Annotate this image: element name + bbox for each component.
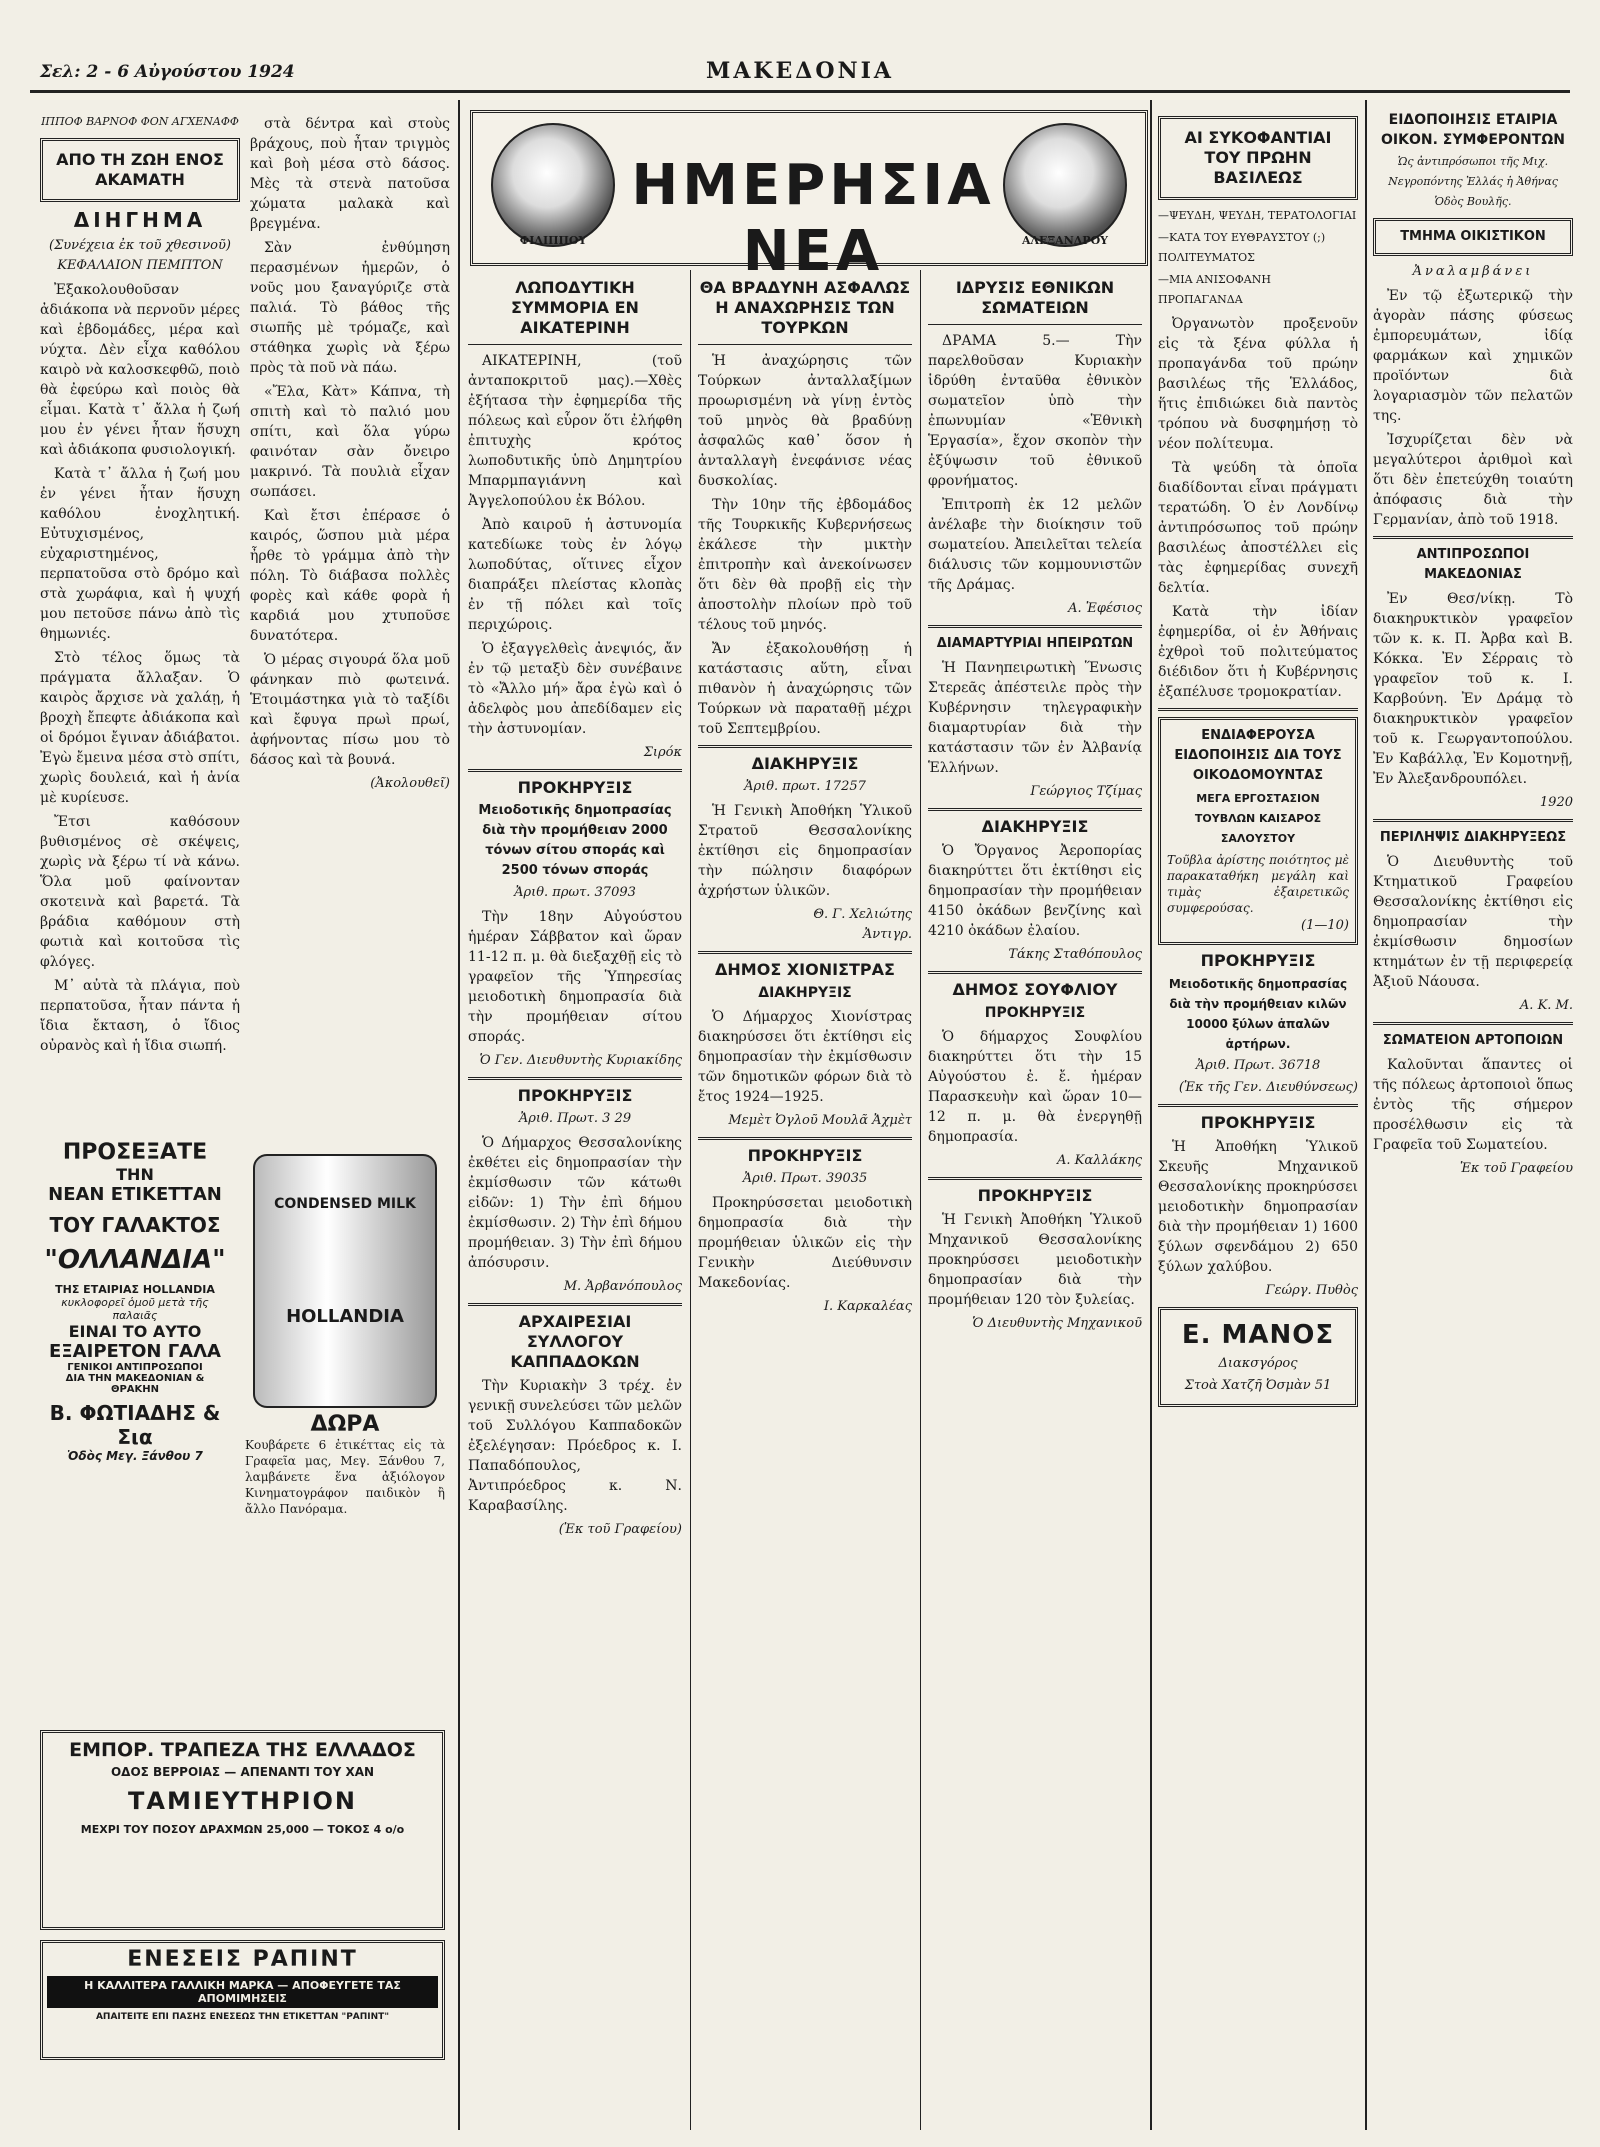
divider xyxy=(1373,536,1573,539)
rapid-title: ΕΝΕΣΕΙΣ ΡΑΠΙΝΤ xyxy=(127,1947,358,1972)
article-paragraph: Ἡ ἀναχώρησις τῶν Τούρκων ἀνταλλαξίμων προωρισμένη νὰ γίνῃ ἐντὸς τοῦ μηνὸς θὰ βραδύνῃ ἀσφαλῶς καθ᾽ ὅσον ἡ ἀνταλλαγὴ ἐνεφάνισε νέας δυσκολίας. xyxy=(698,353,912,489)
divider xyxy=(1373,819,1573,822)
divider xyxy=(1158,708,1358,711)
article-signature: Σιρόκ xyxy=(643,745,682,760)
notice-text: Ἡ Γενικὴ Ἀποθήκη Ὑλικοῦ Στρατοῦ Θεσσαλονίκης ἐκτίθησι εἰς δημοπρασίαν τὴν πώλησιν διαφόρων ἀχρήστων ὑλικῶν. xyxy=(698,803,912,899)
article-signature: Γεώργιος Τζίμας xyxy=(1030,784,1142,799)
notice-subtitle: Ὡς ἀντιπρόσωποι τῆς Μιχ. Νεγροπόντης Ἑλλάς ἡ Ἀθήνας Ὁδὸς Βουλῆς. xyxy=(1388,155,1558,208)
col-rule xyxy=(690,270,691,2130)
notice-signature: Μεμὲτ Ὀγλοῦ Μουλᾶ Ἀχμὲτ xyxy=(728,1113,912,1128)
article-paragraph: ΑΙΚΑΤΕΡΙΝΗ, (τοῦ ἀνταποκριτοῦ μας).—Χθὲς ἐξήτασα τὴν ἐφημερίδα τῆς πόλεως καὶ εὗρον ὅτι ἐλήφθη ἐπιτυχὴς κρότος λωποδυτικῆς ὑπὸ Δημητρίου Μπαρμπαγιάννη καὶ Ἀγγελοπούλου ἐκ Βόλου. xyxy=(468,353,682,509)
divider xyxy=(698,951,912,954)
notice-title: ΑΝΤΙΠΡΟΣΩΠΟΙ ΜΑΚΕΔΟΝΙΑΣ xyxy=(1416,547,1530,582)
article-subhead: —ΜΙΑ ΑΝΙΣΟΦΑΝΗ ΠΡΟΠΑΓΑΝΔΑ xyxy=(1158,273,1271,306)
ad-line: ΕΙΝΑΙ ΤΟ ΑΥΤΟ xyxy=(68,1322,202,1341)
notice-subtitle: Μειοδοτικῆς δημοπρασίας διὰ τὴν προμήθειαν κιλῶν 10000 ξύλων ἀπαλῶν ἀρτήρων. xyxy=(1168,977,1348,1051)
divider xyxy=(928,324,1142,325)
coin-left-label: ΦΙΛΙΠΠΟΥ xyxy=(519,234,587,247)
coin-right-label: ΑΛΕΞΑΝΔΡΟΥ xyxy=(1021,234,1109,247)
news-column-5 xyxy=(928,275,1142,2135)
article-paragraph: Ἡ Πανηπειρωτικὴ Ἕνωσις Στερεᾶς ἀπέστειλε πρὸς τὴν Κυβέρνησιν τηλεγραφικὴν διαμαρτυρίαν διὰ τὴν κατάστασιν τῶν ἐν Ἀλβανίᾳ Ἑλλήνων. xyxy=(928,660,1142,776)
coin-left-image xyxy=(491,123,615,247)
divider xyxy=(928,971,1142,974)
brick-ad-title: ΕΝΔΙΑΦΕΡΟΥΣΑ ΕΙΔΟΠΟΙΗΣΙΣ ΔΙΑ ΤΟΥΣ ΟΙΚΟΔΟΜΟΥΝΤΑΣ xyxy=(1174,728,1342,783)
divider xyxy=(1158,1104,1358,1107)
divider xyxy=(468,1077,682,1080)
brick-ad-sub: ΜΕΓΑ ΕΡΓΟΣΤΑΣΙΟΝ ΤΟΥΒΛΩΝ ΚΑΙΣΑΡΟΣ ΣΑΛΟΥΣΤΟΥ xyxy=(1194,792,1322,845)
bank-terms: ΜΕΧΡΙ ΤΟΥ ΠΟΣΟΥ ΔΡΑΧΜΩΝ 25,000 — ΤΟΚΟΣ 4 ο/ο xyxy=(80,1823,405,1836)
story-kicker: ΙΠΠΟΦ ΒΑΡΝΟΦ ΦΟΝ ΑΓΧΕΝΑΦΦ xyxy=(41,115,239,128)
notice-title: ΠΡΟΚΗΡΥΞΙΣ xyxy=(1200,1113,1316,1132)
notice-signature: (Ἐκ τῆς Γεν. Διευθύνσεως) xyxy=(1178,1080,1358,1095)
divider xyxy=(928,625,1142,628)
notice-text: Τὴν 18ην Αὐγούστου ἡμέραν Σάββατον καὶ ὥραν 11-12 π. μ. θὰ διεξαχθῇ εἰς τὸ γραφεῖον τῆς Ὑπηρεσίας μειοδοτικὴ δημοπρασία διὰ τὴν προμήθειαν σίτου σποράς. xyxy=(468,909,682,1045)
divider xyxy=(698,344,912,345)
story-paragraph: Στὸ τέλος ὅμως τὰ πράγματα ἄλλαξαν. Ὁ καιρὸς ἄρχισε νὰ χαλάῃ, ἡ βροχὴ ἔπεφτε ἀδιάκοπα καὶ οἱ δρόμοι ἔγιναν ἀδιάβατοι. Ἐγὼ ἔμεινα μέσα στὸ σπίτι, χωρὶς δουλειά, καὶ ἡ ἀνία μὲ κυρίευσε. xyxy=(40,650,240,806)
col-rule xyxy=(458,100,460,2130)
notice-subtitle: ΠΡΟΚΗΡΥΞΙΣ xyxy=(984,1005,1086,1021)
brick-ad-text: Τοῦβλα ἀρίστης ποιότητος μὲ παρακαταθήκη μεγάλη καὶ τιμὰς ἐξαιρετικῶς συμφερούσας. xyxy=(1167,853,1349,915)
notice-signature: Θ. Γ. Χελιώτης xyxy=(813,907,912,922)
notice-title: ΠΡΟΚΗΡΥΞΙΣ xyxy=(1200,951,1316,970)
ad-line: ΤΟΥ ΓΑΛΑΚΤΟΣ xyxy=(49,1213,221,1237)
article-title: ΛΩΠΟΔΥΤΙΚΗ ΣΥΜΜΟΡΙΑ ΕΝ ΑΙΚΑΤΕΡΙΝΗ xyxy=(511,278,639,337)
paper-name: ΜΑΚΕΔΟΝΙΑ xyxy=(705,58,894,84)
notice-year: 1920 xyxy=(1539,795,1573,810)
notice-text: Ἐν Θεσ/νίκῃ. Τὸ διακηρυκτικὸν γραφεῖον τῶν κ. κ. Π. Ἀρβα καὶ Β. Κόκκα. Ἐν Σέρραις τὸ γραφεῖον τοῦ κ. Ι. Καρβούνη. Ἐν Δράμᾳ τὸ διακηρυκτικὸν γραφεῖον τοῦ κ. Γεωργαντοπούλου. Ἐν Καβάλλᾳ, Ἐν Κομοτηνῇ, Ἐν Ἀλεξανδρουπόλει. xyxy=(1373,591,1573,787)
notice-title: ΑΡΧΑΙΡΕΣΙΑΙ ΣΥΛΛΟΓΟΥ ΚΑΠΠΑΔΟΚΩΝ xyxy=(510,1312,640,1371)
notice-text: Ὁ Δήμαρχος Χιονίστρας διακηρύσσει ὅτι ἐκτίθησι εἰς δημοπρασίαν τὴν ἐκμίσθωσιν τῶν δημοτικῶν φόρων διὰ τὸ ἔτος 1924—1925. xyxy=(698,1009,912,1105)
news-column-3 xyxy=(468,275,682,2135)
can-brand: HOLLANDIA xyxy=(286,1306,404,1327)
story-paragraph: Ἔτσι καθόσουν βυθισμένος σὲ σκέψεις, χωρὶς νὰ ξέρω τί νὰ κάνω. Ὅλα μοῦ φαίνονταν σκοτεινὰ καὶ βαρετά. Τὰ βράδια καθόμουν στὴ φωτιὰ καὶ κοιτοῦσα τὶς φλόγες. xyxy=(40,814,240,970)
divider xyxy=(928,1177,1142,1180)
notice-box xyxy=(1373,218,1573,256)
ad-line: ΓΕΝΙΚΟΙ ΑΝΤΙΠΡΟΣΩΠΟΙ xyxy=(67,1362,203,1373)
ad-line: ΕΞΑΙΡΕΤΟΝ ΓΑΛΑ xyxy=(49,1341,221,1362)
story-paragraph: Μ᾽ αὐτὰ τὰ πλάγια, ποὺ περπατοῦσα, ἦταν πάντα ἡ ἴδια ἔκταση, ὁ ἴδιος οὐρανὸς καὶ ἡ ἴδια σιωπή. xyxy=(40,978,240,1054)
news-column-7 xyxy=(1373,110,1573,2130)
story-paragraph: Καὶ ἔτσι ἐπέρασε ὁ καιρός, ὥσπου μιὰ μέρα ἦρθε τὸ γράμμα ἀπὸ τὴν πόλη. Τὸ διάβασα πολλὲς φορὲς καὶ κάθε φορὰ ἡ καρδιά μου χτυποῦσε δυνατότερα. xyxy=(250,508,450,644)
hollandia-ad-text xyxy=(40,1140,230,1463)
notice-text: Τὴν Κυριακὴν 3 τρέχ. ἐν γενικῇ συνελεύσει τῶν μελῶν τοῦ Συλλόγου Καππαδοκῶν ἐξελέγησαν: Πρόεδρος κ. Ι. Παπαδόπουλος, Ἀντιπρόεδρος κ. Ν. Καραβασίλης. xyxy=(468,1378,682,1514)
ad-address: Ὁδὸς Μεγ. Ξάνθου 7 xyxy=(67,1449,203,1463)
article-subhead: —ΨΕΥΔΗ, ΨΕΥΔΗ, ΤΕΡΑΤΟΛΟΓΙΑΙ xyxy=(1158,209,1357,222)
divider xyxy=(928,808,1142,811)
notice-signature: Γεώργ. Πυθὸς xyxy=(1265,1283,1358,1298)
article-subhead: —ΚΑΤΑ ΤΟΥ ΕΥΘΡΑΥΣΤΟΥ (;) ΠΟΛΙΤΕΥΜΑΤΟΣ xyxy=(1158,231,1326,264)
article-title: ΘΑ ΒΡΑΔΥΝΗ ΑΣΦΑΛΩΣ Η ΑΝΑΧΩΡΗΣΙΣ ΤΩΝ ΤΟΥΡΚΩΝ xyxy=(699,278,911,337)
article-paragraph: ΔΡΑΜΑ 5.— Τὴν παρελθοῦσαν Κυριακὴν ἱδρύθη ἐνταῦθα ἐθνικὸν σωματεῖον ὑπὸ τὴν ἐπωνυμίαν «Ἑθνικὴ Ἑργασία», ἔχον σκοπὸν τὴν ἐξύψωσιν τοῦ ἐθνικοῦ φρονήματος. xyxy=(928,333,1142,489)
notice-title: ΠΕΡΙΛΗΨΙΣ ΔΙΑΚΗΡΥΞΕΩΣ xyxy=(1379,830,1567,845)
notice-signature: Ὁ Γεν. Διευθυντὴς Κυριακίδης xyxy=(479,1053,682,1068)
notice-text: Ὁ Διευθυντὴς τοῦ Κτηματικοῦ Γραφείου Θεσσαλονίκης ἐκτίθησι εἰς δημοπρασίαν τὴν ἐκμίσθωσιν δημοσίων κτημάτων ἐν τῇ περιφερείᾳ Ἀξιοῦ Νάουσα. xyxy=(1373,854,1573,990)
notice-text: Ὁ δήμαρχος Σουφλίου διακηρύττει ὅτι τὴν 15 Αὐγούστου ἐ. ἔ. ἡμέραν Παρασκευὴν καὶ ὥραν 10—12 π. μ. θὰ ἐνεργηθῇ δημοπρασία. xyxy=(928,1029,1142,1145)
notice-title: ΔΙΑΚΗΡΥΞΙΣ xyxy=(981,817,1089,836)
manos-ad xyxy=(1158,1307,1358,1407)
notice-title: ΔΙΑΚΗΡΥΞΙΣ xyxy=(751,754,859,773)
article-title: ΙΔΡΥΣΙΣ ΕΘΝΙΚΩΝ ΣΩΜΑΤΕΙΩΝ xyxy=(955,278,1115,317)
notice-subtitle: ΔΙΑΚΗΡΥΞΙΣ xyxy=(758,985,852,1001)
story-paragraph: Ἐξακολουθοῦσαν ἀδιάκοπα νὰ περνοῦν μέρες καὶ ἑβδομάδες, μέρα καὶ νύχτα. Δὲν εἶχα καθόλου καιρὸ νὰ καλοσκεφθῶ, ποιὸ θὰ ἐφεύρω καὶ ποιὸς θὰ εἶμαι. Κατὰ τ᾽ ἄλλα ἡ ζωή μου ἐν γένει ἦταν ἥσυχη καὶ ἀδιάκοπα φυσιολογική. xyxy=(40,282,240,458)
col-rule xyxy=(1365,100,1367,2130)
ad-line: ΤΗΝ xyxy=(116,1165,154,1184)
notice-text: Ἡ Γενικὴ Ἀποθήκη Ὑλικοῦ Μηχανικοῦ Θεσσαλονίκης προκηρύσσει μειοδοτικὴν δημοπρασίαν διὰ τὴν προμήθειαν 120 τὸν ξυλείας. xyxy=(928,1212,1142,1308)
ad-brand: "ΟΛΛΑΝΔΙΑ" xyxy=(44,1245,226,1275)
article-paragraph: Ὁ ἐξαγγελθεὶς ἀνεψιός, ἄν ἐν τῷ μεταξὺ δὲν συνέβαινε τὸ «Ἄλλο μή» ἄρα ἐγὼ καὶ ὁ ἀδελφὸς μου ἀπεδίδαμεν εἰς τὴν ἀστυνομίαν. xyxy=(468,641,682,737)
article-title: ΔΙΑΜΑΡΤΥΡΙΑΙ ΗΠΕΙΡΩΤΩΝ xyxy=(936,636,1134,651)
notice-title: ΠΡΟΚΗΡΥΞΙΣ xyxy=(747,1146,863,1165)
notice-title: ΕΙΔΟΠΟΙΗΣΙΣ ΕΤΑΙΡΙΑ ΟΙΚΟΝ. ΣΥΜΦΕΡΟΝΤΩΝ xyxy=(1381,112,1565,148)
notice-signature: (Ἐκ τοῦ Γραφείου) xyxy=(558,1522,682,1537)
ad-line: κυκλοφορεῖ ὁμοῦ μετὰ τῆς παλαιᾶς xyxy=(61,1296,209,1322)
article-paragraph: Τὴν 10ην τῆς ἐβδομάδος τῆς Τουρκικῆς Κυβερνήσεως ἐκάλεσε τὴν μικτὴν ἐπιτροπὴν καὶ ἀνεκοίνωσεν ὅτι δὲν θὰ προβῇ εἰς τὴν ἀποστολὴν πλοίων πρὸ τοῦ τέλους τοῦ μηνός. xyxy=(698,497,912,633)
manos-sub: Διακσγόρος xyxy=(1218,1356,1298,1371)
divider xyxy=(468,769,682,772)
bank-title: ΕΜΠΟΡ. ΤΡΑΠΕΖΑ ΤΗΣ ΕΛΛΑΔΟΣ xyxy=(69,1739,416,1761)
manos-address: Στοὰ Χατζῆ Ὀσμὰν 51 xyxy=(1184,1378,1332,1393)
can-label: CONDENSED MILK xyxy=(274,1196,416,1212)
top-rule xyxy=(30,90,1570,93)
notice-text: Ἐν τῷ ἐξωτερικῷ τὴν ἀγορὰν πάσης φύσεως ἐμπορευμάτων, ἰδίᾳ φαρμάκων καὶ χημικῶν προϊόντων διὰ λογαριασμὸν τῶν πελατῶν της. xyxy=(1373,288,1573,424)
notice-number: Ἀριθ. Πρωτ. 39035 xyxy=(742,1171,868,1186)
notice-number: Ἀριθ. Πρωτ. 36718 xyxy=(1195,1058,1321,1073)
story-genre: ΔΙΗΓΗΜΑ xyxy=(73,208,207,232)
col-rule xyxy=(1150,100,1152,2130)
notice-signature: Ι. Καρκαλέας xyxy=(823,1299,912,1314)
notice-text: Ἰσχυρίζεται δὲν νὰ μεγαλύτεροι ἀριθμοὶ καὶ ὅτι δὲν ἐπετεύχθη τοιαύτη ἀπόφασις διὰ τὴν Γερμανίαν, ἀπὸ τοῦ 1918. xyxy=(1373,432,1573,528)
coin-right-image xyxy=(1003,123,1127,247)
milk-can xyxy=(253,1154,437,1408)
divider xyxy=(698,1137,912,1140)
notice-signature: Μ. Ἀρβανόπουλος xyxy=(563,1279,682,1294)
notice-signature: Ὁ Διευθυντὴς Μηχανικοῦ xyxy=(972,1316,1142,1331)
bank-sub: ΤΑΜΙΕΥΤΗΡΙΟΝ xyxy=(128,1787,357,1815)
article-paragraph: Ἀπὸ καιροῦ ἡ ἀστυνομία κατεδίωκε τοὺς ἐν λόγῳ λωποδύτας, οἵτινες εἶχον διαπράξει πλείστας κλοπὰς ἐν τῇ πόλει καὶ τοῖς περιχώροις. xyxy=(468,517,682,633)
ημερησια-νεα-banner xyxy=(470,110,1148,284)
article-title-box xyxy=(1158,116,1358,200)
story-continuation: (Ἀκολουθεῖ) xyxy=(370,776,450,791)
bank-ad xyxy=(40,1730,445,1930)
brick-ad xyxy=(1158,717,1358,945)
notice-number: Ἀριθ. πρωτ. 17257 xyxy=(744,779,866,794)
notice-signature: Α. Καλλάκης xyxy=(1057,1153,1142,1168)
article-paragraph: Ὀργανωτὸν προξενοῦν εἰς τὰ ξένα φύλλα ἡ προπαγάνδα τοῦ πρώην βασιλέως τῆς Ἑλλάδος, ἥτις ἐπιδιώκει διὰ παντὸς τρόπου νὰ δυσφημήσῃ τὸ νέον πολίτευμα. xyxy=(1158,316,1358,452)
story-column-1 xyxy=(40,110,240,1130)
notice-signature: Τάκης Σταθόπουλος xyxy=(1008,947,1142,962)
article-paragraph: Ἄν ἐξακολουθήσῃ ἡ κατάστασις αὕτη, εἶναι πιθανὸν ἡ ἀναχώρησις τῶν Τούρκων νὰ παραταθῇ μέχρι τοῦ Σεπτεμβρίου. xyxy=(698,641,912,737)
divider xyxy=(468,1303,682,1306)
notice-signature: Α. Κ. Μ. xyxy=(1519,998,1573,1013)
story-paragraph: Ὁ μέρας σιγουρά ὅλα μοῦ φάνηκαν πιὸ φωτεινά. Ἑτοιμάστηκα γιὰ τὸ ταξίδι καὶ ἔφυγα πρωὶ πρωί, ἀφήνοντας πίσω μου τὸ δάσος καὶ τὰ βουνά. xyxy=(250,652,450,768)
article-paragraph: Κατὰ τὴν ἰδίαν ἐφημερίδα, οἱ ἐν Ἀθήναις ἐχθροὶ τοῦ πολιτεύματος διέδιδον ὅτι ἡ Κυβέρνησις ἐξαπέλυσε τρομοκρατίαν. xyxy=(1158,604,1358,700)
article-paragraph: Τὰ ψεύδη τὰ ὁποῖα διαδίδονται εἶναι πράγματι τερατώδη. Ὁ ἐν Λονδίνῳ ἀντιπρόσωπος τοῦ πρώην βασιλέως ἀποστέλλει εἰς τὰς ἐφημερίδας συνεχῆ δελτία. xyxy=(1158,460,1358,596)
article-paragraph: Ἐπιτροπὴ ἐκ 12 μελῶν ἀνέλαβε τὴν διοίκησιν τοῦ σωματείου. Ἀπειλεῖται τελεία διάλυσις τῶν κομμουνιστῶν τῆς Δράμας. xyxy=(928,497,1142,593)
notice-text: Ἡ Ἀποθήκη Ὑλικοῦ Σκευῆς Μηχανικοῦ Θεσσαλονίκης προκηρύσσει μειοδοτικὴν δημοπρασίαν διὰ τὴν προμήθειαν 1) 1600 ξύλων σφενδάμου 2) 650 ξύλων χαλύβου. xyxy=(1158,1139,1358,1275)
story-column-2 xyxy=(250,110,450,1130)
notice-subtitle: Ἀναλαμβάνει xyxy=(1412,264,1534,279)
notice-signature: Ἀντιγρ. xyxy=(862,927,912,942)
story-paragraph: «Ἔλα, Κὰτ» Κάπνα, τὴ σπιτὴ καὶ τὸ παλιό μου σπίτι, καὶ ὅλα γύρω φαινόταν σὰν ὄνειρο μακρινό. Τὰ πουλιὰ εἶχαν σωπάσει. xyxy=(250,384,450,500)
rapid-ad xyxy=(40,1940,445,2060)
notice-text: Καλοῦνται ἅπαντες οἱ τῆς πόλεως ἀρτοποιοὶ ὅπως ἐντὸς τῆς σήμερον προσέλθωσιν εἰς τὰ Γραφεῖα τοῦ Σωματείου. xyxy=(1373,1057,1573,1153)
rapid-small: ΑΠΑΙΤΕΙΤΕ ΕΠΙ ΠΑΣΗΣ ΕΝΕΣΕΩΣ ΤΗΝ ΕΤΙΚΕΤΤΑΝ "ΡΑΠΙΝΤ" xyxy=(95,2012,390,2022)
rapid-text: Η ΚΑΛΛΙΤΕΡΑ ΓΑΛΛΙΚΗ ΜΑΡΚΑ — ΑΠΟΦΕΥΓΕΤΕ ΤΑΣ ΑΠΟΜΙΜΗΣΕΙΣ xyxy=(47,1976,438,2008)
ad-line: ΤΗΣ ΕΤΑΙΡΙΑΣ HOLLANDIA xyxy=(55,1283,215,1296)
ad-line: ΔΙΑ ΤΗΝ ΜΑΚΕΔΟΝΙΑΝ & ΘΡΑΚΗΝ xyxy=(65,1373,205,1395)
ad-line: ΠΡΟΣΕΞΑΤΕ xyxy=(62,1140,208,1165)
notice-number: Ἀριθ. Πρωτ. 3 29 xyxy=(518,1111,632,1126)
notice-title: ΔΗΜΟΣ ΣΟΥΦΛΙΟΥ xyxy=(952,980,1118,999)
story-paragraph: Κατὰ τ᾽ ἄλλα ἡ ζωή μου ἐν γένει ἦταν ἥσυχη καθόλου ἐνοχλητική. Εὐτυχισμένος, εὐχαριστημένος, περπατοῦσα στὸ δρόμο καὶ στὰ χωράφια, καὶ ἡ ψυχή μου πετοῦσε πάνω ἀπὸ τὶς θημωνιές. xyxy=(40,466,240,642)
story-title-box xyxy=(40,138,240,202)
article-signature: Α. Ἐφέσιος xyxy=(1068,601,1142,616)
story-paragraph: στὰ δέντρα καὶ στοὺς βράχους, ποὺ ἦταν τριγμὸς καὶ βοὴ μέσα στὸ δάσος. Μὲς τὰ στενὰ πατοῦσα χώματα μαλακὰ καὶ βρεγμένα. xyxy=(250,116,450,232)
notice-text: Ὁ Δήμαρχος Θεσσαλονίκης ἐκθέτει εἰς δημοπρασίαν τὴν ἐκμίσθωσιν τῶν κάτωθι εἰδῶν: 1) Τὴν ἐπὶ δήμου ἐκμίσθωσιν. 2) Τὴν ἐπὶ δήμου προμήθειαν. 3) Τὴν ἐπὶ δήμου ἀπόσυρσιν. xyxy=(468,1135,682,1271)
news-column-6 xyxy=(1158,110,1358,2130)
col-rule xyxy=(920,270,921,2130)
article-title: ΑΙ ΣΥΚΟΦΑΝΤΙΑΙ ΤΟΥ ΠΡΩΗΝ ΒΑΣΙΛΕΩΣ xyxy=(1184,128,1332,187)
notice-title: ΠΡΟΚΗΡΥΞΙΣ xyxy=(517,778,633,797)
bank-address: ΟΔΟΣ ΒΕΡΡΟΙΑΣ — ΑΠΕΝΑΝΤΙ ΤΟΥ ΧΑΝ xyxy=(110,1765,375,1779)
notice-title: ΠΡΟΚΗΡΥΞΙΣ xyxy=(977,1186,1093,1205)
story-title: ΑΠΟ ΤΗ ΖΩΗ ΕΝΟΣ ΑΚΑΜΑΤΗ xyxy=(56,150,224,189)
notice-text: Προκηρύσσεται μειοδοτικὴ δημοπρασία διὰ τὴν προμήθειαν ὑλικῶν εἰς τὴν Γενικὴν Διεύθυνσιν Μακεδονίας. xyxy=(698,1195,912,1291)
banner-title: ΗΜΕΡΗΣΙΑ ΝΕΑ xyxy=(631,153,995,284)
dora-title: ΔΩΡΑ xyxy=(310,1412,380,1437)
notice-section: ΤΜΗΜΑ ΟΙΚΙΣΤΙΚΟΝ xyxy=(1400,229,1546,244)
divider xyxy=(468,344,682,345)
date-line: Σελ: 2 - 6 Αὐγούστου 1924 xyxy=(40,62,295,82)
news-column-4 xyxy=(698,275,912,2135)
story-paragraph: Σὰν ἐνθύμηση περασμένων ἡμερῶν, ὁ νοῦς μου ξαναγύριζε στὰ παλιά. Τὸ βάθος τῆς σιωπῆς μὲ τρόμαζε, καὶ στάθηκα χωρὶς νὰ ξέρω πρὸς τὰ ποῦ νὰ πάω. xyxy=(250,240,450,376)
notice-title: ΠΡΟΚΗΡΥΞΙΣ xyxy=(517,1086,633,1105)
divider xyxy=(698,745,912,748)
ad-agent: Β. ΦΩΤΙΑΔΗΣ & Σια xyxy=(49,1401,221,1449)
notice-number: Ἀριθ. πρωτ. 37093 xyxy=(514,885,636,900)
ad-line: ΝΕΑΝ ΕΤΙΚΕΤΤΑΝ xyxy=(48,1184,222,1205)
notice-title: ΔΗΜΟΣ ΧΙΟΝΙΣΤΡΑΣ xyxy=(715,960,895,979)
hollandia-ad xyxy=(40,1140,450,1720)
milk-can-image xyxy=(245,1150,445,1517)
notice-signature: Ἐκ τοῦ Γραφείου xyxy=(1459,1161,1573,1176)
brick-ad-note: (1—10) xyxy=(1301,918,1349,933)
divider xyxy=(1373,1022,1573,1025)
notice-text: Ὁ Ὄργανος Ἀεροπορίας διακηρύττει ὅτι ἐκτίθησι εἰς δημοπρασίαν τὴν προμήθειαν 4150 ὀκάδων βενζίνης καὶ 4210 ὀκάδων ἐλαίου. xyxy=(928,843,1142,939)
notice-title: ΣΩΜΑΤΕΙΟΝ ΑΡΤΟΠΟΙΩΝ xyxy=(1382,1033,1564,1048)
dora-text: Κουβάρετε 6 ἐτικέττας εἰς τὰ Γραφεῖα μας, Μεγ. Ξάνθου 7, λαμβάνετε ἕνα ἀξιόλογον Κινηματογράφον παιδικὸν ἢ ἄλλο Πανόραμα. xyxy=(245,1438,445,1516)
story-chapter: (Συνέχεια ἐκ τοῦ χθεσινοῦ) ΚΕΦΑΛΑΙΟΝ ΠΕΜΠΤΟΝ xyxy=(49,238,231,273)
notice-subtitle: Μειοδοτικῆς δημοπρασίας διὰ τὴν προμήθειαν 2000 τόνων σίτου σποράς καὶ 2500 τόνων σποράς xyxy=(478,803,672,878)
manos-title: Ε. ΜΑΝΟΣ xyxy=(1181,1320,1335,1350)
